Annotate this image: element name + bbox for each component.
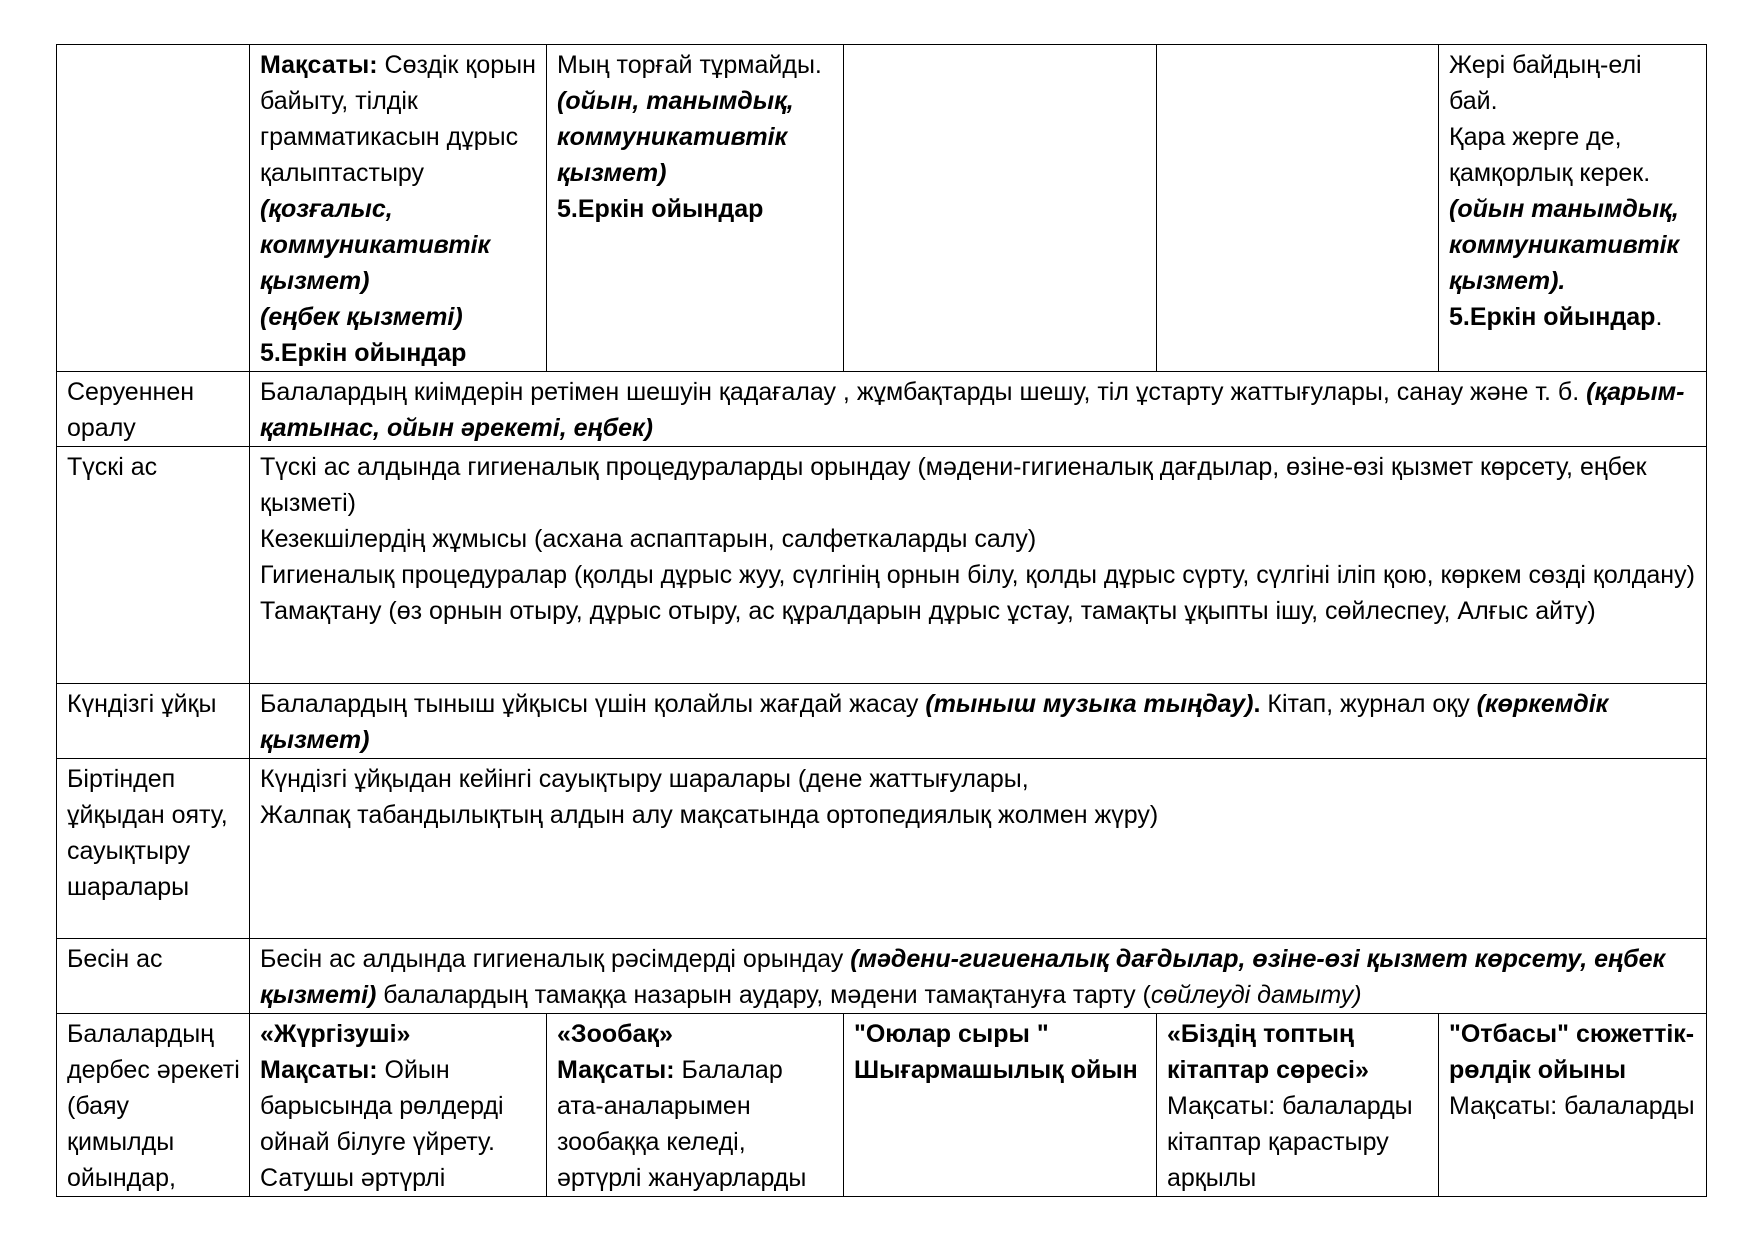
text-line bbox=[260, 686, 1697, 758]
text-line bbox=[260, 941, 1697, 1013]
text-run: Түскі ас алдында гигиеналық процедураларды орындау (мәдени-гигиеналық дағдылар, өзіне-өзі қызмет көрсету, еңбек қызметі) bbox=[260, 453, 1647, 517]
text-run: Қара жерге де, қамқорлық керек. bbox=[1449, 123, 1651, 187]
text-line bbox=[557, 47, 834, 83]
text-line bbox=[1167, 1088, 1429, 1196]
text-run: (қозғалыс, коммуникативтік қызмет) bbox=[260, 195, 491, 295]
text-run: 5.Еркін ойындар bbox=[1449, 303, 1656, 331]
row-content bbox=[250, 939, 1707, 1014]
row-label: Күндізгі ұйқы bbox=[57, 684, 250, 759]
text-run: Кітап, журнал оқу bbox=[1260, 690, 1477, 718]
table-row bbox=[57, 447, 1707, 684]
text-run: Бесін ас алдында гигиеналық рәсімдерді орындау bbox=[260, 945, 851, 973]
text-run: «Біздің топтың кітаптар сөресі» bbox=[1167, 1020, 1369, 1084]
activity-cell bbox=[250, 1014, 547, 1197]
text-line bbox=[1449, 1088, 1697, 1124]
text-run: «Жүргізуші» bbox=[260, 1020, 411, 1048]
row-label: Түскі ас bbox=[57, 447, 250, 684]
text-run: Балалардың киімдерін ретімен шешуін қадағалау , жұмбақтарды шешу, тіл ұстарту жаттығулары, санау және т. б. bbox=[260, 378, 1587, 406]
content-cell bbox=[1439, 45, 1707, 372]
text-run: Мақсаты: bbox=[557, 1056, 675, 1084]
table-row bbox=[57, 45, 1707, 372]
text-run: Балалар ата-аналарымен зообаққа келеді, әртүрлі жануарларды bbox=[557, 1056, 807, 1192]
text-run: Мақсаты: балаларды кітаптар қарастыру арқылы bbox=[1167, 1092, 1413, 1192]
text-run: сөйлеуді дамыту) bbox=[1150, 981, 1362, 1009]
table-row bbox=[57, 939, 1707, 1014]
text-line bbox=[260, 521, 1697, 557]
text-run: Мақсаты: балаларды bbox=[1449, 1092, 1695, 1120]
text-run: (қарым-қатынас, ойын әрекеті, еңбек) bbox=[260, 378, 1685, 442]
text-run: балалардың тамаққа назарын аудару, мәдени тамақтануға тарту ( bbox=[376, 981, 1151, 1009]
text-run: 5.Еркін ойындар bbox=[260, 339, 467, 367]
text-line bbox=[557, 1016, 834, 1052]
text-run: Мың торғай тұрмайды. bbox=[557, 51, 822, 79]
text-run: Балалардың тыныш ұйқысы үшін қолайлы жағдай жасау bbox=[260, 690, 926, 718]
content-cell bbox=[250, 45, 547, 372]
text-line bbox=[260, 593, 1697, 629]
text-line bbox=[260, 47, 537, 299]
text-line bbox=[260, 374, 1697, 446]
text-line bbox=[557, 83, 834, 191]
row-label: Серуеннен оралу bbox=[57, 372, 250, 447]
row-label: Балалардың дербес әрекеті (баяу қимылды ойындар, bbox=[57, 1014, 250, 1197]
text-line bbox=[557, 1052, 834, 1196]
text-line bbox=[260, 557, 1697, 593]
text-line bbox=[1449, 47, 1697, 119]
text-run: (тыныш музыка тыңдау) bbox=[925, 690, 1254, 718]
activity-cell bbox=[1439, 1014, 1707, 1197]
text-line bbox=[260, 761, 1697, 797]
text-run: . bbox=[1253, 690, 1261, 718]
text-run: Тамақтану (өз орнын отыру, дұрыс отыру, ас құралдарын дұрыс ұстау, тамақты ұқыпты ішу, сөйлеспеу, Алғыс айту) bbox=[260, 597, 1596, 625]
text-line bbox=[260, 1016, 537, 1052]
content-cell bbox=[844, 45, 1157, 372]
text-run: «Зообақ» bbox=[557, 1020, 673, 1048]
activity-cell bbox=[1157, 1014, 1439, 1197]
text-line bbox=[260, 299, 537, 335]
text-run: 5.Еркін ойындар bbox=[557, 195, 764, 223]
text-line bbox=[1167, 1016, 1429, 1088]
text-run: "Оюлар сыры " Шығармашылық ойын bbox=[854, 1020, 1138, 1084]
row-content bbox=[250, 759, 1707, 939]
row-label: Бесін ас bbox=[57, 939, 250, 1014]
text-run: Мақсаты: bbox=[260, 51, 378, 79]
label-cell bbox=[57, 45, 250, 372]
text-line bbox=[1449, 1016, 1697, 1088]
text-line bbox=[854, 1016, 1147, 1088]
text-run: Гигиеналық процедуралар (қолды дұрыс жуу, сүлгінің орнын білу, қолды дұрыс сүрту, сүлгіні іліп қою, көркем сөзді қолдану) bbox=[260, 561, 1695, 589]
row-label: Біртіндеп ұйқыдан ояту, сауықтыру шаралары bbox=[57, 759, 250, 939]
text-run: Кезекшілердің жұмысы (асхана аспаптарын, салфеткаларды салу) bbox=[260, 525, 1037, 553]
text-line bbox=[260, 797, 1697, 833]
text-run: . bbox=[1655, 303, 1663, 331]
text-line bbox=[260, 449, 1697, 521]
text-run: (еңбек қызметі) bbox=[260, 303, 463, 331]
text-line bbox=[260, 335, 537, 371]
row-content bbox=[250, 372, 1707, 447]
text-run: Ойын барысында рөлдерді ойнай білуге үйрету. Сатушы әртүрлі bbox=[260, 1056, 504, 1192]
text-run: (ойын танымдық, коммуникативтік қызмет). bbox=[1449, 195, 1680, 295]
text-line bbox=[1449, 299, 1697, 335]
content-cell bbox=[547, 45, 844, 372]
row-content bbox=[250, 447, 1707, 684]
table-row bbox=[57, 1014, 1707, 1197]
text-run: Мақсаты: bbox=[260, 1056, 378, 1084]
table-row bbox=[57, 684, 1707, 759]
text-run: Күндізгі ұйқыдан кейінгі сауықтыру шаралары (дене жаттығулары, bbox=[260, 765, 1029, 793]
row-content bbox=[250, 684, 1707, 759]
text-run: "Отбасы" сюжеттік-рөлдік ойыны bbox=[1449, 1020, 1695, 1084]
text-run: (көркемдік қызмет) bbox=[260, 690, 1609, 754]
text-line bbox=[260, 1052, 537, 1196]
content-cell bbox=[1157, 45, 1439, 372]
table-row bbox=[57, 759, 1707, 939]
text-run: (ойын, танымдық, коммуникативтік қызмет) bbox=[557, 87, 794, 187]
text-line bbox=[1449, 119, 1697, 299]
text-run: Жалпақ табандылықтың алдын алу мақсатында ортопедиялық жолмен жүру) bbox=[260, 801, 1159, 829]
text-run: Сөздік қорын байыту, тілдік грамматикасын дұрыс қалыптастыру bbox=[260, 51, 536, 187]
text-run: (мәдени-гигиеналық дағдылар, өзіне-өзі қызмет көрсету, еңбек қызметі) bbox=[260, 945, 1666, 1009]
schedule-table bbox=[56, 44, 1707, 1197]
table-row bbox=[57, 372, 1707, 447]
activity-cell bbox=[547, 1014, 844, 1197]
text-line bbox=[557, 191, 834, 227]
text-run: Жері байдың-елі бай. bbox=[1449, 51, 1642, 115]
activity-cell bbox=[844, 1014, 1157, 1197]
